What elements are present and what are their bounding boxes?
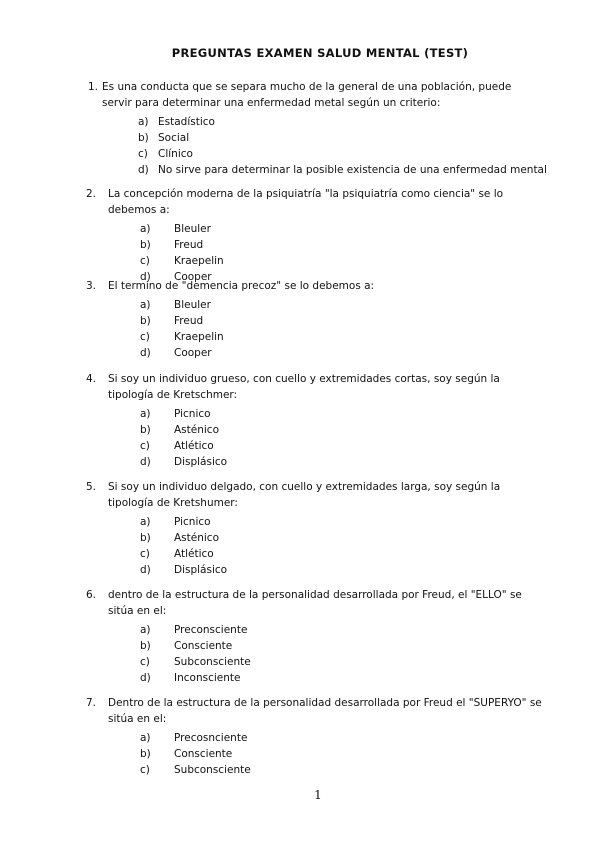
option-d [140, 562, 548, 578]
options-list [140, 406, 548, 470]
option-label: c) [140, 255, 150, 267]
option-b [140, 746, 548, 762]
option-text: Asténico [174, 424, 219, 436]
option-text: Bleuler [174, 223, 211, 235]
option-a [140, 730, 548, 746]
option-label: a) [140, 516, 151, 528]
option-c [140, 762, 548, 778]
question-stem [86, 587, 548, 619]
option-label: c) [140, 331, 150, 343]
option-a [140, 297, 546, 313]
option-text: Freud [174, 239, 204, 251]
option-text: Social [158, 132, 190, 144]
option-text: Subconsciente [174, 764, 251, 776]
option-label: a) [140, 732, 151, 744]
option-text: Asténico [174, 532, 219, 544]
option-text: Precosnciente [174, 732, 248, 744]
question-number: 3. [86, 280, 97, 292]
option-label: d) [140, 672, 151, 684]
question-number: 1. [88, 81, 99, 93]
option-label: c) [140, 548, 150, 560]
options-list [140, 514, 548, 578]
option-label: a) [140, 408, 151, 420]
question-stem [86, 371, 548, 403]
option-text: Estadístico [158, 116, 215, 128]
question-7 [86, 695, 548, 778]
option-a [140, 514, 548, 530]
option-text: No sirve para determinar la posible existencia de una enfermedad mental [158, 164, 547, 176]
option-c [140, 546, 548, 562]
question-number: 4. [86, 373, 97, 385]
option-text: Displásico [174, 456, 228, 468]
option-b [140, 638, 548, 654]
options-list [140, 622, 548, 686]
option-text: Kraepelin [174, 331, 224, 343]
option-a [140, 406, 548, 422]
question-1 [88, 79, 547, 178]
options-list [140, 297, 546, 361]
question-number: 5. [86, 481, 97, 493]
option-text: Picnico [174, 516, 211, 528]
option-label: b) [140, 640, 151, 652]
option-d [140, 345, 546, 361]
option-label: c) [138, 148, 148, 160]
question-text: Si soy un individuo delgado, con cuello y extremidades larga, soy según la tipología de Kretshumer: [108, 481, 501, 509]
option-text: Displásico [174, 564, 228, 576]
question-text: dentro de la estructura de la personalidad desarrollada por Freud, el "ELLO" se sitúa en el: [108, 589, 522, 617]
option-a [140, 221, 546, 237]
option-label: c) [140, 440, 150, 452]
question-number: 6. [86, 589, 97, 601]
option-text: Atlético [174, 440, 214, 452]
option-c [140, 654, 548, 670]
option-text: Cooper [174, 271, 212, 283]
options-list [138, 114, 547, 178]
option-label: b) [140, 239, 151, 251]
option-a [140, 622, 548, 638]
option-c [140, 438, 548, 454]
question-4 [86, 371, 548, 470]
question-5 [86, 479, 548, 578]
page-number: 1 [314, 788, 322, 802]
option-text: Freud [174, 315, 204, 327]
question-text: El termino de "demencia precoz" se lo debemos a: [108, 280, 375, 292]
question-text: Es una conducta que se separa mucho de la general de una población, puede servir para determinar una enfermedad metal según un criterio: [102, 81, 512, 109]
option-d [140, 454, 548, 470]
question-text: Si soy un individuo grueso, con cuello y extremidades cortas, soy según la tipología de Kretschmer: [108, 373, 500, 401]
option-label: d) [138, 164, 149, 176]
question-stem [86, 278, 546, 294]
option-b [138, 130, 528, 146]
option-label: d) [140, 347, 151, 359]
question-text: Dentro de la estructura de la personalidad desarrollada por Freud el "SUPERYO" se sitúa en el: [108, 697, 542, 725]
option-label: a) [140, 223, 151, 235]
option-label: c) [140, 764, 150, 776]
option-label: b) [140, 315, 151, 327]
option-text: Cooper [174, 347, 212, 359]
option-text: Inconsciente [174, 672, 241, 684]
option-text: Consciente [174, 748, 233, 760]
option-text: Bleuler [174, 299, 211, 311]
question-2 [86, 186, 546, 285]
option-c [138, 146, 528, 162]
option-text: Kraepelin [174, 255, 224, 267]
option-c [140, 329, 546, 345]
page-title: PREGUNTAS EXAMEN SALUD MENTAL (TEST) [171, 46, 469, 60]
option-b [140, 313, 546, 329]
option-text: Consciente [174, 640, 233, 652]
option-b [140, 530, 548, 546]
option-label: a) [138, 116, 149, 128]
option-label: d) [140, 456, 151, 468]
question-stem [86, 479, 548, 511]
question-stem [88, 79, 528, 111]
question-text: La concepción moderna de la psiquiatría "la psiquiatría como ciencia" se lo debemos a: [108, 188, 504, 216]
option-label: b) [140, 424, 151, 436]
option-label: d) [140, 271, 151, 283]
option-label: b) [138, 132, 149, 144]
options-list [140, 221, 546, 285]
option-c [140, 253, 546, 269]
question-6 [86, 587, 548, 686]
option-b [140, 422, 548, 438]
option-label: d) [140, 564, 151, 576]
option-text: Atlético [174, 548, 214, 560]
option-text: Clínico [158, 148, 193, 160]
option-label: b) [140, 748, 151, 760]
option-label: b) [140, 532, 151, 544]
option-b [140, 237, 546, 253]
question-3 [86, 278, 546, 361]
question-stem [86, 186, 546, 218]
option-label: a) [140, 299, 151, 311]
option-d [138, 162, 547, 178]
option-text: Subconsciente [174, 656, 251, 668]
question-stem [86, 695, 548, 727]
option-text: Preconsciente [174, 624, 248, 636]
option-a [138, 114, 528, 130]
option-text: Picnico [174, 408, 211, 420]
option-label: c) [140, 656, 150, 668]
question-number: 2. [86, 188, 97, 200]
options-list [140, 730, 548, 778]
option-label: a) [140, 624, 151, 636]
question-number: 7. [86, 697, 97, 709]
option-d [140, 670, 548, 686]
